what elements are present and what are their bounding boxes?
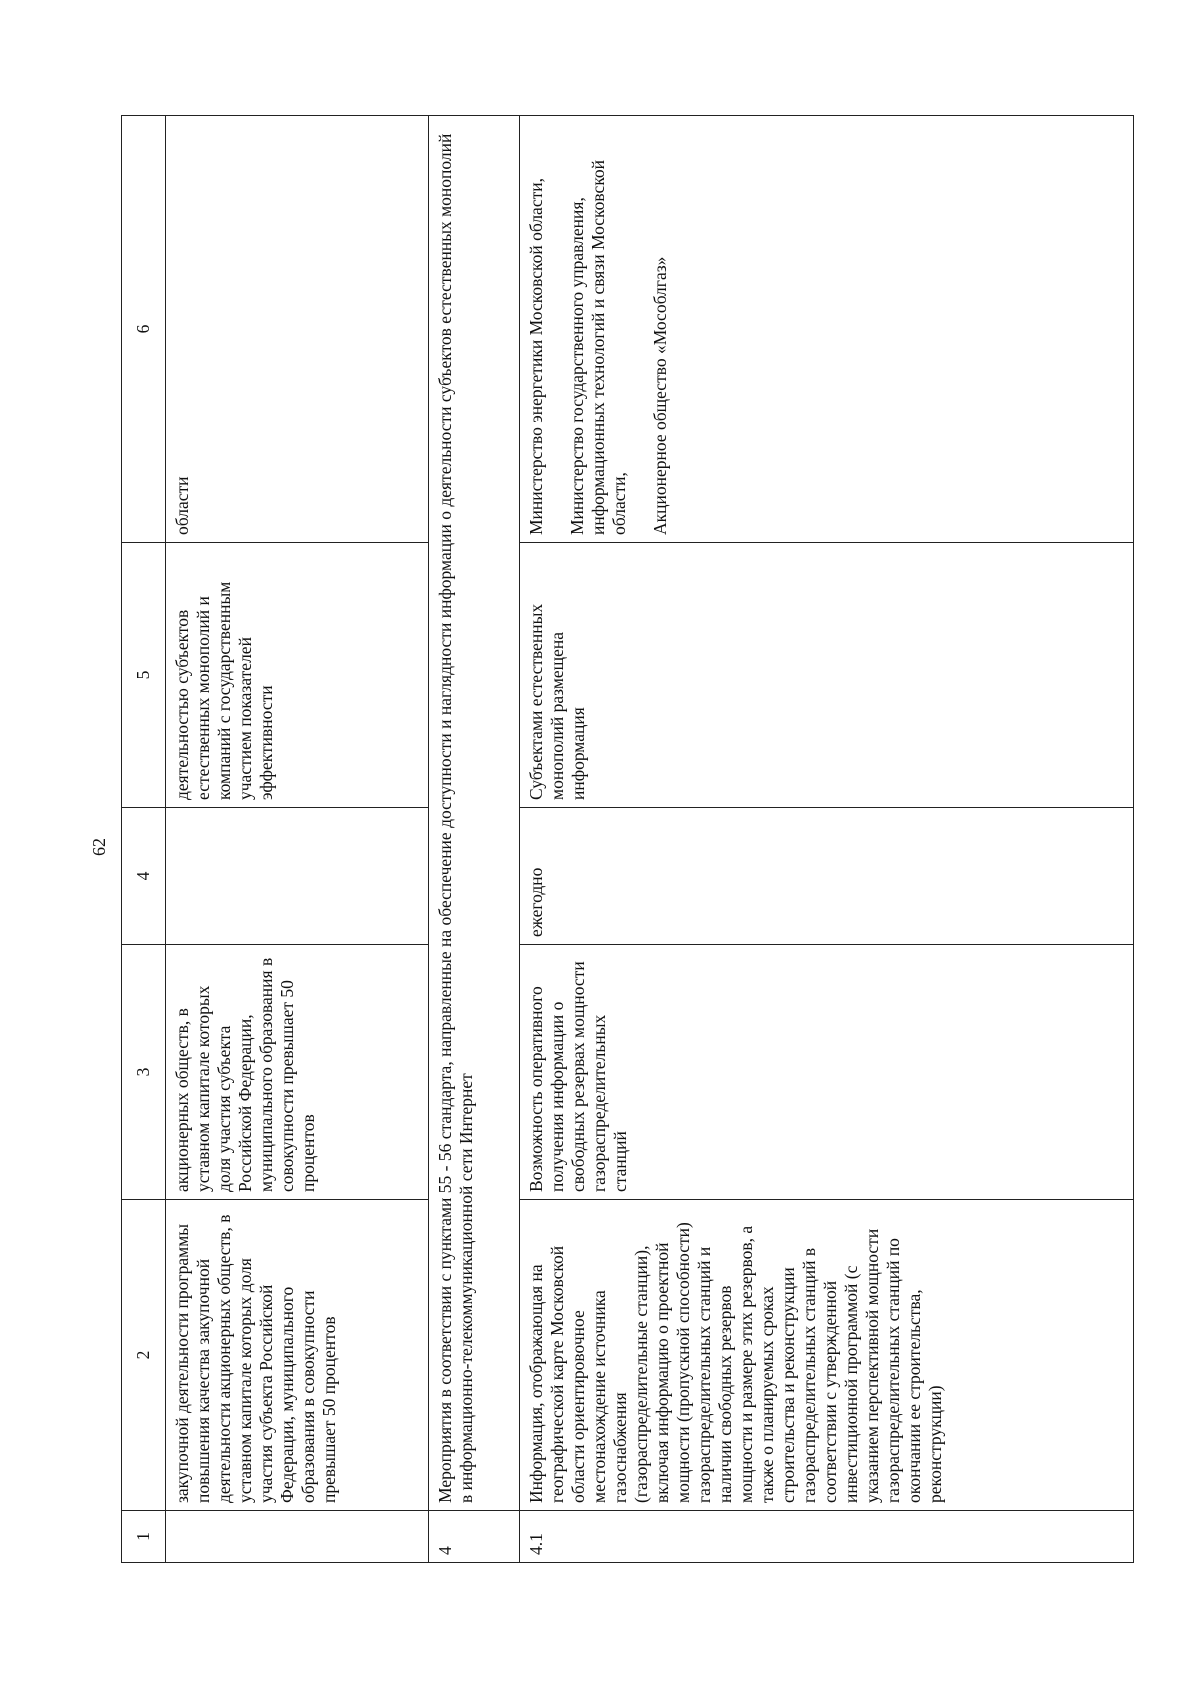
header-col-1: 1	[122, 1511, 166, 1563]
header-col-4: 4	[122, 808, 166, 945]
cell-measure: закупочной деятельности программы повышения качества закупочной деятельности акционерных обществ, в уставном капитале которых доля участия субъекта Российской Федерации, муниципального образования в совокупности превышает 50 процентов	[166, 1200, 429, 1511]
responsible-list	[526, 123, 671, 535]
header-col-6: 6	[122, 116, 166, 543]
item-measure: Информация, отображающая на географической карте Московской области ориентировочное местонахождение источника газоснабжения (газораспределительные станции), включая информацию о проектной мощности (пропускной способности) газораспределительных станций и наличии свободных резервов мощности и размере этих резервов, а также о планируемых сроках строительства и реконструкции газораспределительных станций в соответствии с утвержденной инвестиционной программой (с указанием перспективной мощности газораспределительных станций по окончании ее строительства, реконструкции)	[520, 1200, 1134, 1511]
responsible-entry: Министерство государственного управления, информационных технологий и связи Московской области,	[567, 159, 629, 535]
cell-expected-result: акционерных обществ, в уставном капитале которых доля участия субъекта Российской Федерации, муниципального образования в совокупности превышает 50 процентов	[166, 945, 429, 1200]
cell-deadline	[166, 808, 429, 945]
measures-table	[121, 115, 1134, 1563]
table-row-section	[429, 116, 520, 1563]
item-outcome: Субъектами естественных монополий размещена информация	[520, 543, 1134, 808]
responsible-entry: Министерство энергетики Московской области,	[526, 178, 546, 535]
item-responsible	[520, 116, 1134, 543]
header-col-3: 3	[122, 945, 166, 1200]
section-number: 4	[429, 1511, 520, 1563]
rotated-table-container	[121, 116, 1134, 1563]
cell-number	[166, 1511, 429, 1563]
item-expected-result: Возможность оперативного получения информации о свободных резервах мощности газораспределительных станций	[520, 945, 1134, 1200]
cell-responsible: области	[166, 116, 429, 543]
item-deadline: ежегодно	[520, 808, 1134, 945]
header-col-2: 2	[122, 1200, 166, 1511]
table-row-continuation	[166, 116, 429, 1563]
table-header-row	[122, 116, 166, 1563]
item-number: 4.1	[520, 1511, 1134, 1563]
section-title: Мероприятия в соответствии с пунктами 55 - 56 стандарта, направленные на обеспечение доступности и наглядности информации о деятельности субъектов естественных монополий в информационно-телекоммуникационной сети Интернет	[429, 116, 520, 1511]
page-number: 62	[89, 838, 109, 856]
header-col-5: 5	[122, 543, 166, 808]
responsible-entry: Акционерное общество «Мособлгаз»	[650, 256, 670, 535]
cell-outcome: деятельностью субъектов естественных монополий и компаний с государственным участием показателей эффективности	[166, 543, 429, 808]
table-row-item	[520, 116, 1134, 1563]
